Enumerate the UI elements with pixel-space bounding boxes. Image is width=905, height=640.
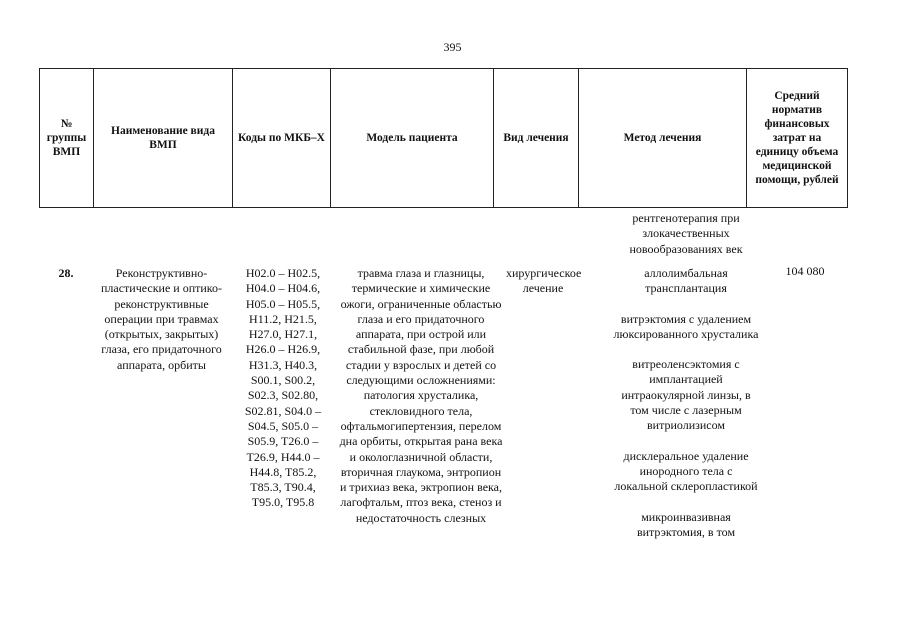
- header-patient-model: Модель пациента: [331, 69, 494, 208]
- header-treatment-method: Метод лечения: [579, 69, 747, 208]
- group-number: 28.: [58, 266, 74, 280]
- continued-method: рентгенотерапия при злокачественных новообразованиях век: [629, 211, 743, 256]
- average-cost: 104 080: [785, 264, 825, 278]
- methods-list: [612, 266, 760, 555]
- page-number: 395: [443, 40, 462, 54]
- method-item: витрэктомия с удалением люксированного хрусталика: [613, 311, 759, 341]
- treatment-type: хирургическое лечение: [506, 266, 582, 296]
- header-group-number: № группы ВМП: [40, 69, 94, 208]
- method-item: дисклеральное удаление инородного тела с локальной склеропластикой: [614, 448, 758, 494]
- header-average-cost: Средний норматив финансовых затрат на единицу объема медицинской помощи, рублей: [747, 69, 848, 208]
- header-icd-codes: Коды по МКБ–Х: [233, 69, 331, 208]
- method-item: микроинвазивная витрэктомия, в том: [636, 509, 736, 539]
- header-vmp-name: Наименование вида ВМП: [94, 69, 233, 208]
- icd-codes: H02.0 – H02.5, H04.0 – H04.6, H05.0 – H05.5, H11.2, H21.5, H27.0, H27.1, H26.0 – H26.9, H31.3, H40.3, S00.1, S00.2, S02.3, S02.80, S02.81, S04.0 – S04.5, S05.0 – S05.9, T26.0 – T26.9, H44.0 – H44.8, T85.2, T85.3, T90.4, T95.0, T95.8: [244, 266, 322, 510]
- patient-model: травма глаза и глазницы, термические и химические ожоги, ограниченные областью глаза и его придаточного аппарата, при острой или стабильной фазе, при любой стадии у взрослых и детей со следующими осложнениями: патология хрусталика, стекловидного тела, офтальмогипертензия, перелом дна орбиты, открытая рана века и окологлазничной области, вторичная глаукома, энтропион и трихиаз века, эктропион века, лагофтальм, птоз века, стеноз и недостаточность слезных: [339, 266, 503, 525]
- table-header: [39, 68, 848, 208]
- header-treatment-type: Вид лечения: [494, 69, 579, 208]
- method-item: аллолимбальная трансплантация: [644, 266, 728, 296]
- method-item: витреоленсэктомия с имплантацией интраокулярной линзы, в том числе с лазерным витриолизисом: [621, 357, 751, 433]
- vmp-name: Реконструктивно-пластические и оптико-реконструктивные операции при травмах (открытых, закрытых) глаза, его придаточного аппарата, орбиты: [100, 266, 223, 372]
